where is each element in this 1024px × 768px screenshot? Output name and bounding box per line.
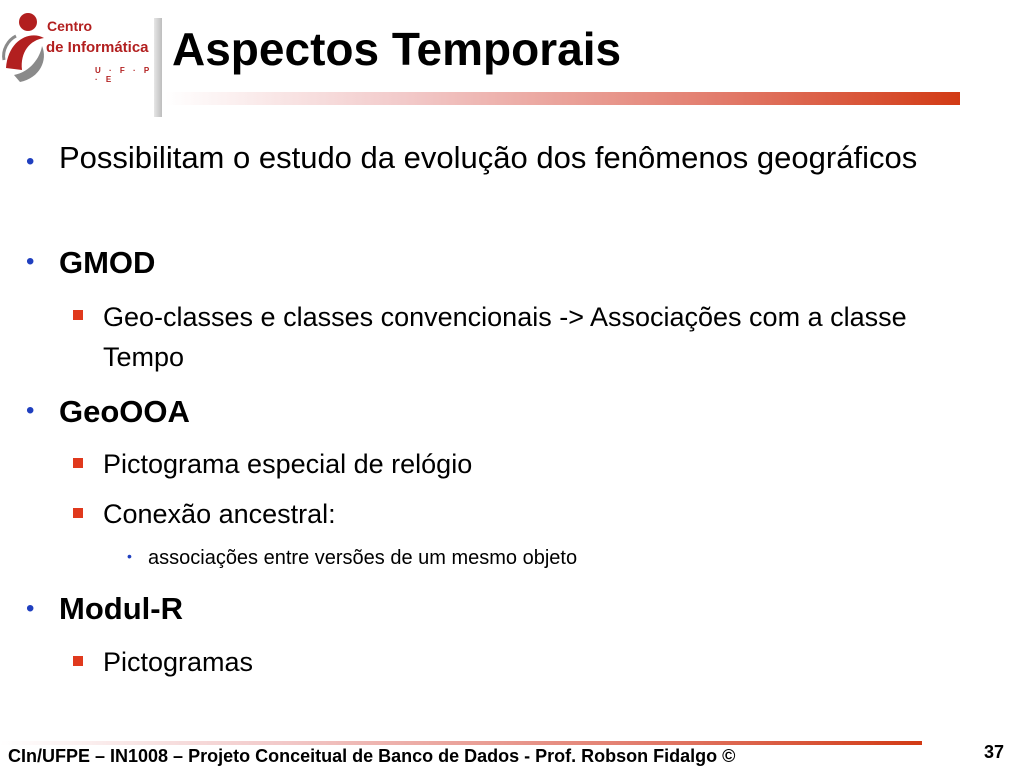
bullet-item: GMOD — [59, 245, 156, 280]
bullet-item: Modul-R — [59, 591, 183, 626]
slide-title: Aspectos Temporais — [172, 23, 622, 75]
bullet-small-marker: • — [127, 548, 132, 564]
bullet-marker: • — [26, 595, 35, 622]
logo-text-line1: Centro — [47, 18, 93, 34]
logo-text-line2: de Informática — [46, 39, 149, 56]
page-number: 37 — [983, 742, 1004, 762]
bullet-square-marker — [73, 656, 83, 666]
bullet-square-marker — [73, 508, 83, 518]
logo-divider — [154, 18, 162, 117]
centro-informatica-logo — [0, 0, 160, 95]
bullet-subsubitem: associações entre versões de um mesmo objeto — [148, 547, 578, 569]
footer-text: CIn/UFPE – IN1008 – Projeto Conceitual de Banco de Dados - Prof. Robson Fidalgo © — [8, 746, 736, 766]
bullet-item: GeoOOA — [59, 394, 190, 429]
bullet-subitem: Pictograma especial de relógio — [103, 449, 473, 479]
footer-bar — [0, 741, 922, 745]
logo-text-line3: U · F · P · E — [95, 66, 153, 84]
bullet-marker: • — [26, 148, 35, 175]
bullet-subitem: Conexão ancestral: — [103, 499, 336, 529]
title-underline-bar — [165, 92, 960, 105]
bullet-square-marker — [73, 310, 83, 320]
bullet-item: Possibilitam o estudo da evolução dos fenômenos geográficos — [59, 140, 918, 175]
bullet-marker: • — [26, 248, 35, 275]
bullet-square-marker — [73, 458, 83, 468]
bullet-subitem: Pictogramas — [103, 647, 254, 677]
bullet-marker: • — [26, 397, 35, 424]
bullet-subitem: Geo-classes e classes convencionais -> Associações com a classe Tempo — [103, 302, 907, 372]
